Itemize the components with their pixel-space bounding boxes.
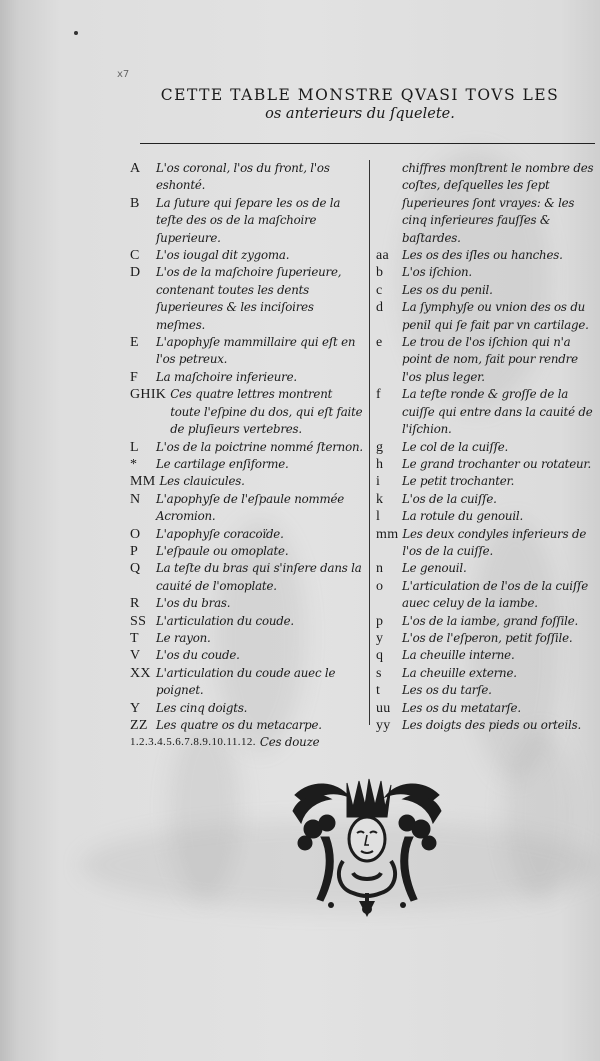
legend-description: L'os de la maſchoire ſuperieure, contenant toutes les dents ſuperieures & les inciſoires meſmes. (156, 265, 342, 332)
legend-description: La cheuille interne. (402, 648, 515, 663)
right-legend-column (376, 160, 598, 734)
legend-key: C (130, 248, 140, 264)
legend-description: La rotule du genouil. (402, 509, 524, 524)
left-legend-entry (130, 700, 363, 717)
right-legend-entry (376, 299, 598, 334)
left-legend-entry (130, 160, 363, 195)
ink-speck (74, 31, 78, 35)
legend-key: A (130, 161, 141, 176)
legend-key: R (130, 596, 140, 612)
right-legend-entry (376, 682, 598, 699)
legend-description: Les os du tarſe. (402, 683, 492, 698)
legend-description: L'eſpaule ou omoplate. (156, 543, 289, 558)
legend-key: GHIK (130, 387, 167, 403)
left-legend-entry (130, 264, 363, 334)
column-divider (369, 160, 370, 725)
legend-description: La ſymphyſe ou vnion des os du penil qui ſe fait par vn cartilage. (402, 300, 589, 332)
legend-key: t (376, 683, 381, 699)
legend-key: Q (130, 561, 141, 577)
legend-key: o (376, 578, 384, 594)
legend-key: d (376, 300, 384, 316)
legend-description: La teſte ronde & groſſe de la cuiſſe qui entre dans la cauité de l'iſchion. (402, 387, 593, 437)
left-legend-entry (130, 613, 363, 630)
left-legend-entry (130, 665, 363, 700)
right-legend-entry (376, 456, 598, 473)
legend-description: L'os iougal dit zygoma. (156, 248, 290, 263)
legend-key: s (376, 665, 382, 681)
legend-key: P (130, 543, 139, 559)
legend-key: E (130, 335, 139, 351)
legend-key: L (130, 439, 139, 455)
right-legend-entry (376, 717, 598, 734)
left-legend-entry (130, 334, 363, 369)
legend-key: p (376, 613, 384, 629)
left-legend-entry (130, 630, 363, 647)
left-legend-entry (130, 369, 363, 386)
legend-description: Ces quatre lettres montrent toute l'eſpine du dos, qui eſt faite de pluſieurs vertebres. (170, 387, 363, 437)
legend-key: q (376, 648, 384, 664)
legend-description: Le trou de l'os iſchion qui n'a point de nom, fait pour rendre l'os plus leger. (402, 335, 578, 384)
legend-description: Les os du penil. (402, 282, 493, 297)
left-legend-column (130, 160, 363, 752)
legend-key: 1.2.3.4.5.6.7.8.9.10.11.12. (130, 736, 256, 749)
legend-key: aa (376, 248, 390, 264)
right-legend-entry (376, 473, 598, 490)
right-legend-entry (376, 334, 598, 386)
legend-description: La cheuille externe. (402, 665, 517, 680)
legend-key: SS (130, 613, 147, 629)
legend-description: Les doigts des pieds ou orteils. (402, 718, 582, 732)
right-legend-entry (376, 578, 598, 613)
legend-key: yy (376, 718, 391, 733)
right-legend-entry (376, 630, 598, 647)
legend-description: Le col de la cuiſſe. (402, 439, 509, 454)
left-legend-entry (130, 195, 363, 247)
title-line-1: CETTE TABLE MONSTRE QVASI TOVS LES (160, 86, 560, 104)
legend-description: Les os du metatarſe. (402, 700, 521, 715)
right-legend-entry (376, 665, 598, 682)
legend-description: L'os du bras. (156, 596, 231, 611)
left-legend-entry (130, 560, 363, 595)
legend-description: Le rayon. (156, 630, 211, 645)
legend-key: mm (376, 526, 399, 542)
legend-description: Le grand trochanter ou rotateur. (402, 456, 592, 471)
right-legend-entry (376, 247, 598, 264)
left-legend-entry (130, 473, 363, 490)
legend-key: B (130, 195, 140, 211)
legend-key: n (376, 561, 384, 577)
left-legend-entry (130, 526, 363, 543)
page-title (130, 86, 590, 122)
left-legend-entry (130, 456, 363, 473)
legend-key: g (376, 439, 384, 455)
legend-key: k (376, 491, 384, 507)
legend-key: y (376, 630, 384, 646)
legend-description: L'os de la cuiſſe. (402, 491, 497, 506)
left-legend-entry (130, 543, 363, 560)
legend-key: N (130, 491, 141, 507)
legend-description: L'os iſchion. (402, 265, 472, 280)
legend-key: ZZ (130, 718, 148, 733)
left-legend-entry (130, 595, 363, 612)
legend-description: L'articulation du coude auec le poignet. (156, 665, 336, 698)
legend-key (376, 160, 402, 247)
printer-ornament-icon (291, 777, 443, 919)
legend-description: L'apophyſe de l'eſpaule nommée Acromion. (156, 491, 345, 524)
legend-key: MM (130, 474, 156, 490)
legend-key: V (130, 648, 141, 664)
right-legend-entry (376, 282, 598, 299)
legend-key: c (376, 282, 383, 298)
legend-description: Les quatre os du metacarpe. (156, 718, 322, 732)
right-legend-entry (376, 700, 598, 717)
legend-description: L'articulation du coude. (156, 613, 294, 628)
corner-mark: x7 (117, 69, 130, 80)
legend-key: O (130, 526, 141, 542)
legend-description: Le cartilage enſiforme. (156, 456, 289, 471)
legend-description: Ces douze (259, 735, 320, 750)
legend-description: La teſte du bras qui s'inſere dans la cauité de l'omoplate. (156, 561, 362, 593)
right-legend-entry (376, 160, 598, 247)
legend-key: i (376, 474, 381, 490)
legend-key: e (376, 335, 383, 351)
legend-description: Les clauicules. (159, 474, 245, 489)
legend-description: chiffres monſtrent le nombre des coſtes, deſquelles les ſept ſuperieures ſont vrayes: & les cinq inferieures fauſſes & baſtardes. (402, 161, 594, 245)
left-legend-entry (130, 647, 363, 664)
legend-key: Y (130, 700, 141, 716)
legend-key: l (376, 509, 381, 525)
legend-key: T (130, 630, 139, 646)
right-legend-entry (376, 526, 598, 561)
legend-key: f (376, 387, 381, 403)
legend-description: L'apophyſe coracoïde. (156, 526, 284, 541)
left-legend-entry (130, 439, 363, 456)
right-legend-entry (376, 386, 598, 438)
legend-description: L'articulation de l'os de la cuiſſe auec celuy de la iambe. (402, 578, 588, 611)
right-legend-entry (376, 647, 598, 664)
title-line-2: os anterieurs du ſquelete. (265, 106, 455, 122)
legend-description: Les os des iſles ou hanches. (402, 248, 563, 263)
legend-description: L'apophyſe mammillaire qui eſt en l'os petreux. (156, 335, 356, 367)
left-legend-entry (130, 247, 363, 264)
legend-description: L'os de la iambe, grand foſſile. (402, 613, 579, 628)
legend-description: L'os du coude. (156, 648, 240, 663)
legend-description: Les deux condyles inferieurs de l'os de la cuiſſe. (402, 526, 587, 558)
legend-key: D (130, 265, 141, 281)
legend-description: L'os de l'eſperon, petit foſſile. (402, 630, 573, 645)
legend-key: XX (130, 665, 151, 681)
legend-description: L'os coronal, l'os du front, l'os eshonté. (156, 161, 330, 193)
left-legend-entry (130, 734, 363, 751)
right-legend-entry (376, 491, 598, 508)
right-legend-entry (376, 613, 598, 630)
legend-description: La ſuture qui ſepare les os de la teſte des os de la maſchoire ſuperieure. (156, 195, 341, 245)
right-legend-entry (376, 439, 598, 456)
legend-key: F (130, 369, 139, 385)
title-rule (140, 143, 595, 144)
legend-description: L'os de la poictrine nommé ſternon. (156, 439, 363, 454)
legend-description: Les cinq doigts. (156, 700, 248, 715)
legend-description: Le petit trochanter. (402, 474, 515, 489)
left-legend-entry (130, 717, 363, 734)
legend-key: h (376, 456, 384, 472)
legend-key: uu (376, 700, 391, 716)
right-legend-entry (376, 560, 598, 577)
left-legend-entry (130, 491, 363, 526)
legend-description: La maſchoire inferieure. (156, 369, 297, 384)
right-legend-entry (376, 264, 598, 281)
right-legend-entry (376, 508, 598, 525)
legend-key: * (130, 456, 138, 472)
legend-key: b (376, 265, 384, 281)
legend-description: Le genouil. (402, 561, 467, 576)
left-legend-entry (130, 386, 363, 438)
